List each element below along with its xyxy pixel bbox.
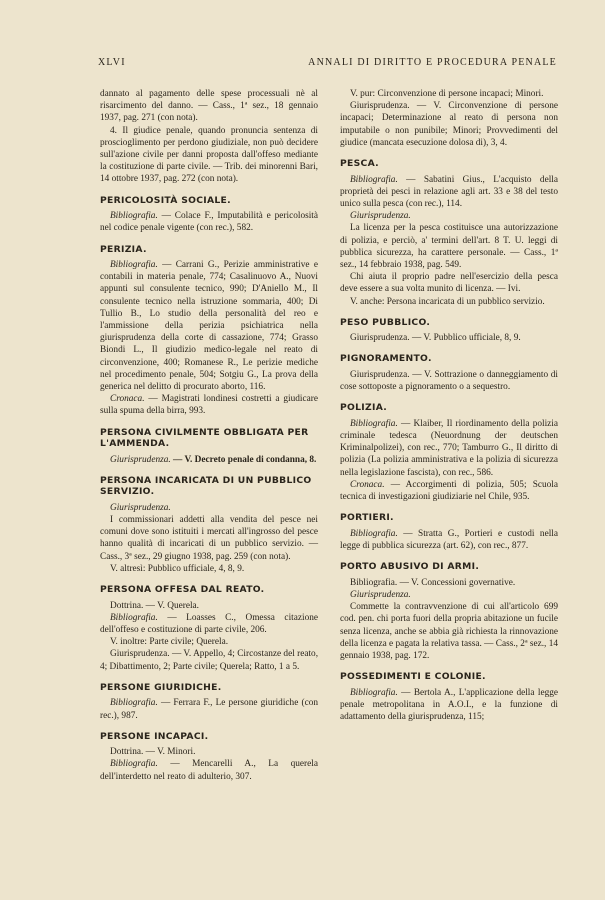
right-column	[340, 88, 558, 723]
entry-heading: POLIZIA.	[340, 402, 388, 414]
jurisprudence-entry: Giurisprudenza. — V. Appello, 4; Circostanze del reato, 4; Dibattimento, 2; Parte civile; Querela; Ratto, 1 a 5.	[100, 649, 319, 672]
subheading: Giurisprudenza.	[350, 589, 411, 600]
entry-heading: PERSONA INCARICATA DI UN PUBBLICO SERVIZIO.	[100, 474, 312, 498]
entry-heading: PERSONA OFFESA DAL REATO.	[100, 584, 265, 596]
entry-heading: PERIZIA.	[100, 243, 147, 255]
jurisprudence-entry: Giurisprudenza. — V. Decreto penale di condanna, 8.	[110, 454, 317, 465]
jurisprudence-entry: Giurisprudenza. — V. Pubblico ufficiale, 8, 9.	[350, 333, 521, 344]
running-head	[98, 57, 557, 68]
entry-heading: PESO PUBBLICO.	[340, 316, 431, 328]
entry-heading: PORTO ABUSIVO DI ARMI.	[340, 561, 480, 573]
entry-heading: PERICOLOSITÀ SOCIALE.	[100, 194, 231, 206]
jurisprudence-entry: Giurisprudenza. — V. Sottrazione o danneggiamento di cose sottoposte a pignoramento o a sequestro.	[340, 369, 558, 393]
bibliography-entry: Bibliografia. — V. Concessioni governative.	[350, 577, 516, 588]
jurisprudence-entry: I commissionari addetti alla vendita del pesce nei comuni dove sono istituiti i mercati all'ingrosso del pesce hanno qualità di incaricati di un pubblico servizio. — Cass., 3ª sez., 29 giugno 1938, pag. 259 (con nota).	[100, 515, 318, 562]
subheading: Giurisprudenza.	[350, 211, 411, 222]
cronaca-entry: Cronaca. — Magistrati londinesi costretti a giudicare sulla spuma della birra, 993.	[100, 394, 318, 417]
bibliography-entry: Bibliografia. — Bertola A., L'applicazione della legge penale metropolitana in A.O.I., e la funzione di adattamento della giurisprudenza, 115;	[340, 687, 558, 723]
entry-heading: PERSONA CIVILMENTE OBBLIGATA PER L'AMMENDA.	[100, 426, 309, 450]
cronaca-entry: Cronaca. — Accorgimenti di polizia, 505; Scuola tecnica di investigazioni giudiziarie nel Chile, 935.	[340, 479, 559, 503]
subheading: Giurisprudenza.	[110, 502, 171, 513]
entry-heading: PIGNORAMENTO.	[340, 353, 432, 365]
entry-heading: PERSONE INCAPACI.	[100, 730, 209, 742]
entry-heading: PESCA.	[340, 158, 379, 170]
bibliography-entry: Bibliografia. — Colace F., Imputabilità e pericolosità nel codice penale vigente (con rec.), 582.	[100, 211, 318, 234]
paragraph: dannato al pagamento delle spese processuali nè al risarcimento del danno. — Cass., 1ª sez., 18 gennaio 1937, pag. 271 (con nota).	[100, 89, 318, 124]
bibliography-entry: Bibliografia. — Carrani G., Perizie amministrative e contabili in materia penale, 774; Casalinuovo A., Nuovi appunti sul consulente tecnico, 990; D'Aniello M., Il consulente tecnico nella istruzione sommaria, 400; Di Tullio B., Lo studio della personalità del reo e l'ammissione della perizia psichiatrica nella giurisprudenza della corte di cassazione, 774; Grasso Biondi L., Il giudizio medico-legale nel reato di circonvenzione, 400; Romanese R., Le perizie mediche nel procedimento penale, 504; Sotgiu G., La prova della generica nel delitto di procurato aborto, 116.	[100, 260, 318, 393]
jurisprudence-entry: Commette la contravvenzione di cui all'articolo 699 cod. pen. chi porta fuori della propria abitazione un fucile senza licenza, anche se abbia già richiesta la rinnovazione della licenza e pagata la relativa tassa. — Cass., 2ª sez., 14 gennaio 1938, pag. 172.	[340, 602, 558, 661]
bibliography-entry: Bibliografia. — Klaiber, Il riordinamento della polizia criminale tedesca (Neuordnung der deutschen Kriminalpolizei), con rec., 770; Tamburro G., Il diritto di polizia (La polizia amministrativa e la polizia di sicurezza nella legislazione fascista), con rec., 586.	[340, 418, 558, 478]
left-column	[100, 88, 318, 783]
see-also: V. anche: Persona incaricata di un pubblico servizio.	[350, 296, 545, 307]
see-also: V. inoltre: Parte civile; Querela.	[110, 637, 229, 648]
bibliography-entry: Bibliografia. — Stratta G., Portieri e custodi nella legge di pubblica sicurezza (art. 62), con rec., 877.	[340, 528, 558, 551]
dottrina-entry: Dottrina. — V. Minori.	[110, 747, 196, 758]
bibliography-entry: Bibliografia. — Mencarelli A., La querela dell'interdetto nel reato di adulterio, 307.	[100, 759, 318, 782]
bibliography-entry: Bibliografia. — Ferrara F., Le persone giuridiche (con rec.), 987.	[100, 698, 318, 721]
see-also: V. altresì: Pubblico ufficiale, 4, 8, 9.	[110, 563, 245, 574]
see-also: V. pur: Circonvenzione di persone incapaci; Minori.	[350, 89, 544, 99]
entry-heading: PORTIERI.	[340, 512, 394, 524]
dottrina-entry: Dottrina. — V. Querela.	[110, 600, 199, 611]
bibliography-entry: Bibliografia. — Sabatini Gius., L'acquisto della proprietà dei pesci in relazione agli art. 33 e 38 del testo unico sulla pesca (con rec.), 114.	[340, 174, 558, 209]
journal-title: ANNALI DI DIRITTO E PROCEDURA PENALE	[308, 57, 557, 68]
jurisprudence-entry: Giurisprudenza. — V. Circonvenzione di persone incapaci; Determinazione al reato di persona non imputabile o non punibile; Minori; Provvedimenti del giudice (mancata esecuzione dolosa di), 3, 4.	[340, 101, 558, 148]
entry-heading: PERSONE GIURIDICHE.	[100, 681, 222, 693]
jurisprudence-entry: Chi aiuta il proprio padre nell'esercizio della pesca deve essere a sua volta munito di licenza. — Ivi.	[340, 272, 558, 295]
jurisprudence-entry: La licenza per la pesca costituisce una autorizzazione di polizia, e perciò, a' termini dell'art. 8 T. U. leggi di pubblica sicurezza, ha carattere personale. — Cass., 1ª sez., 14 febbraio 1938, pag. 549.	[340, 223, 558, 270]
bibliography-entry: Bibliografia. — Loasses C., Omessa citazione dell'offeso e costituzione di parte civile, 206.	[100, 612, 318, 635]
entry-heading: POSSEDIMENTI E COLONIE.	[340, 671, 486, 683]
page-number: XLVI	[98, 57, 126, 68]
paragraph: 4. Il giudice penale, quando pronuncia sentenza di proscioglimento per perdono giudiziale, non può decidere sull'azione civile per danni proposta dall'offeso mediante la costituzione di parte civile. — Trib. dei minorenni Bari, 14 ottobre 1937, pag. 272 (con nota).	[100, 125, 318, 185]
